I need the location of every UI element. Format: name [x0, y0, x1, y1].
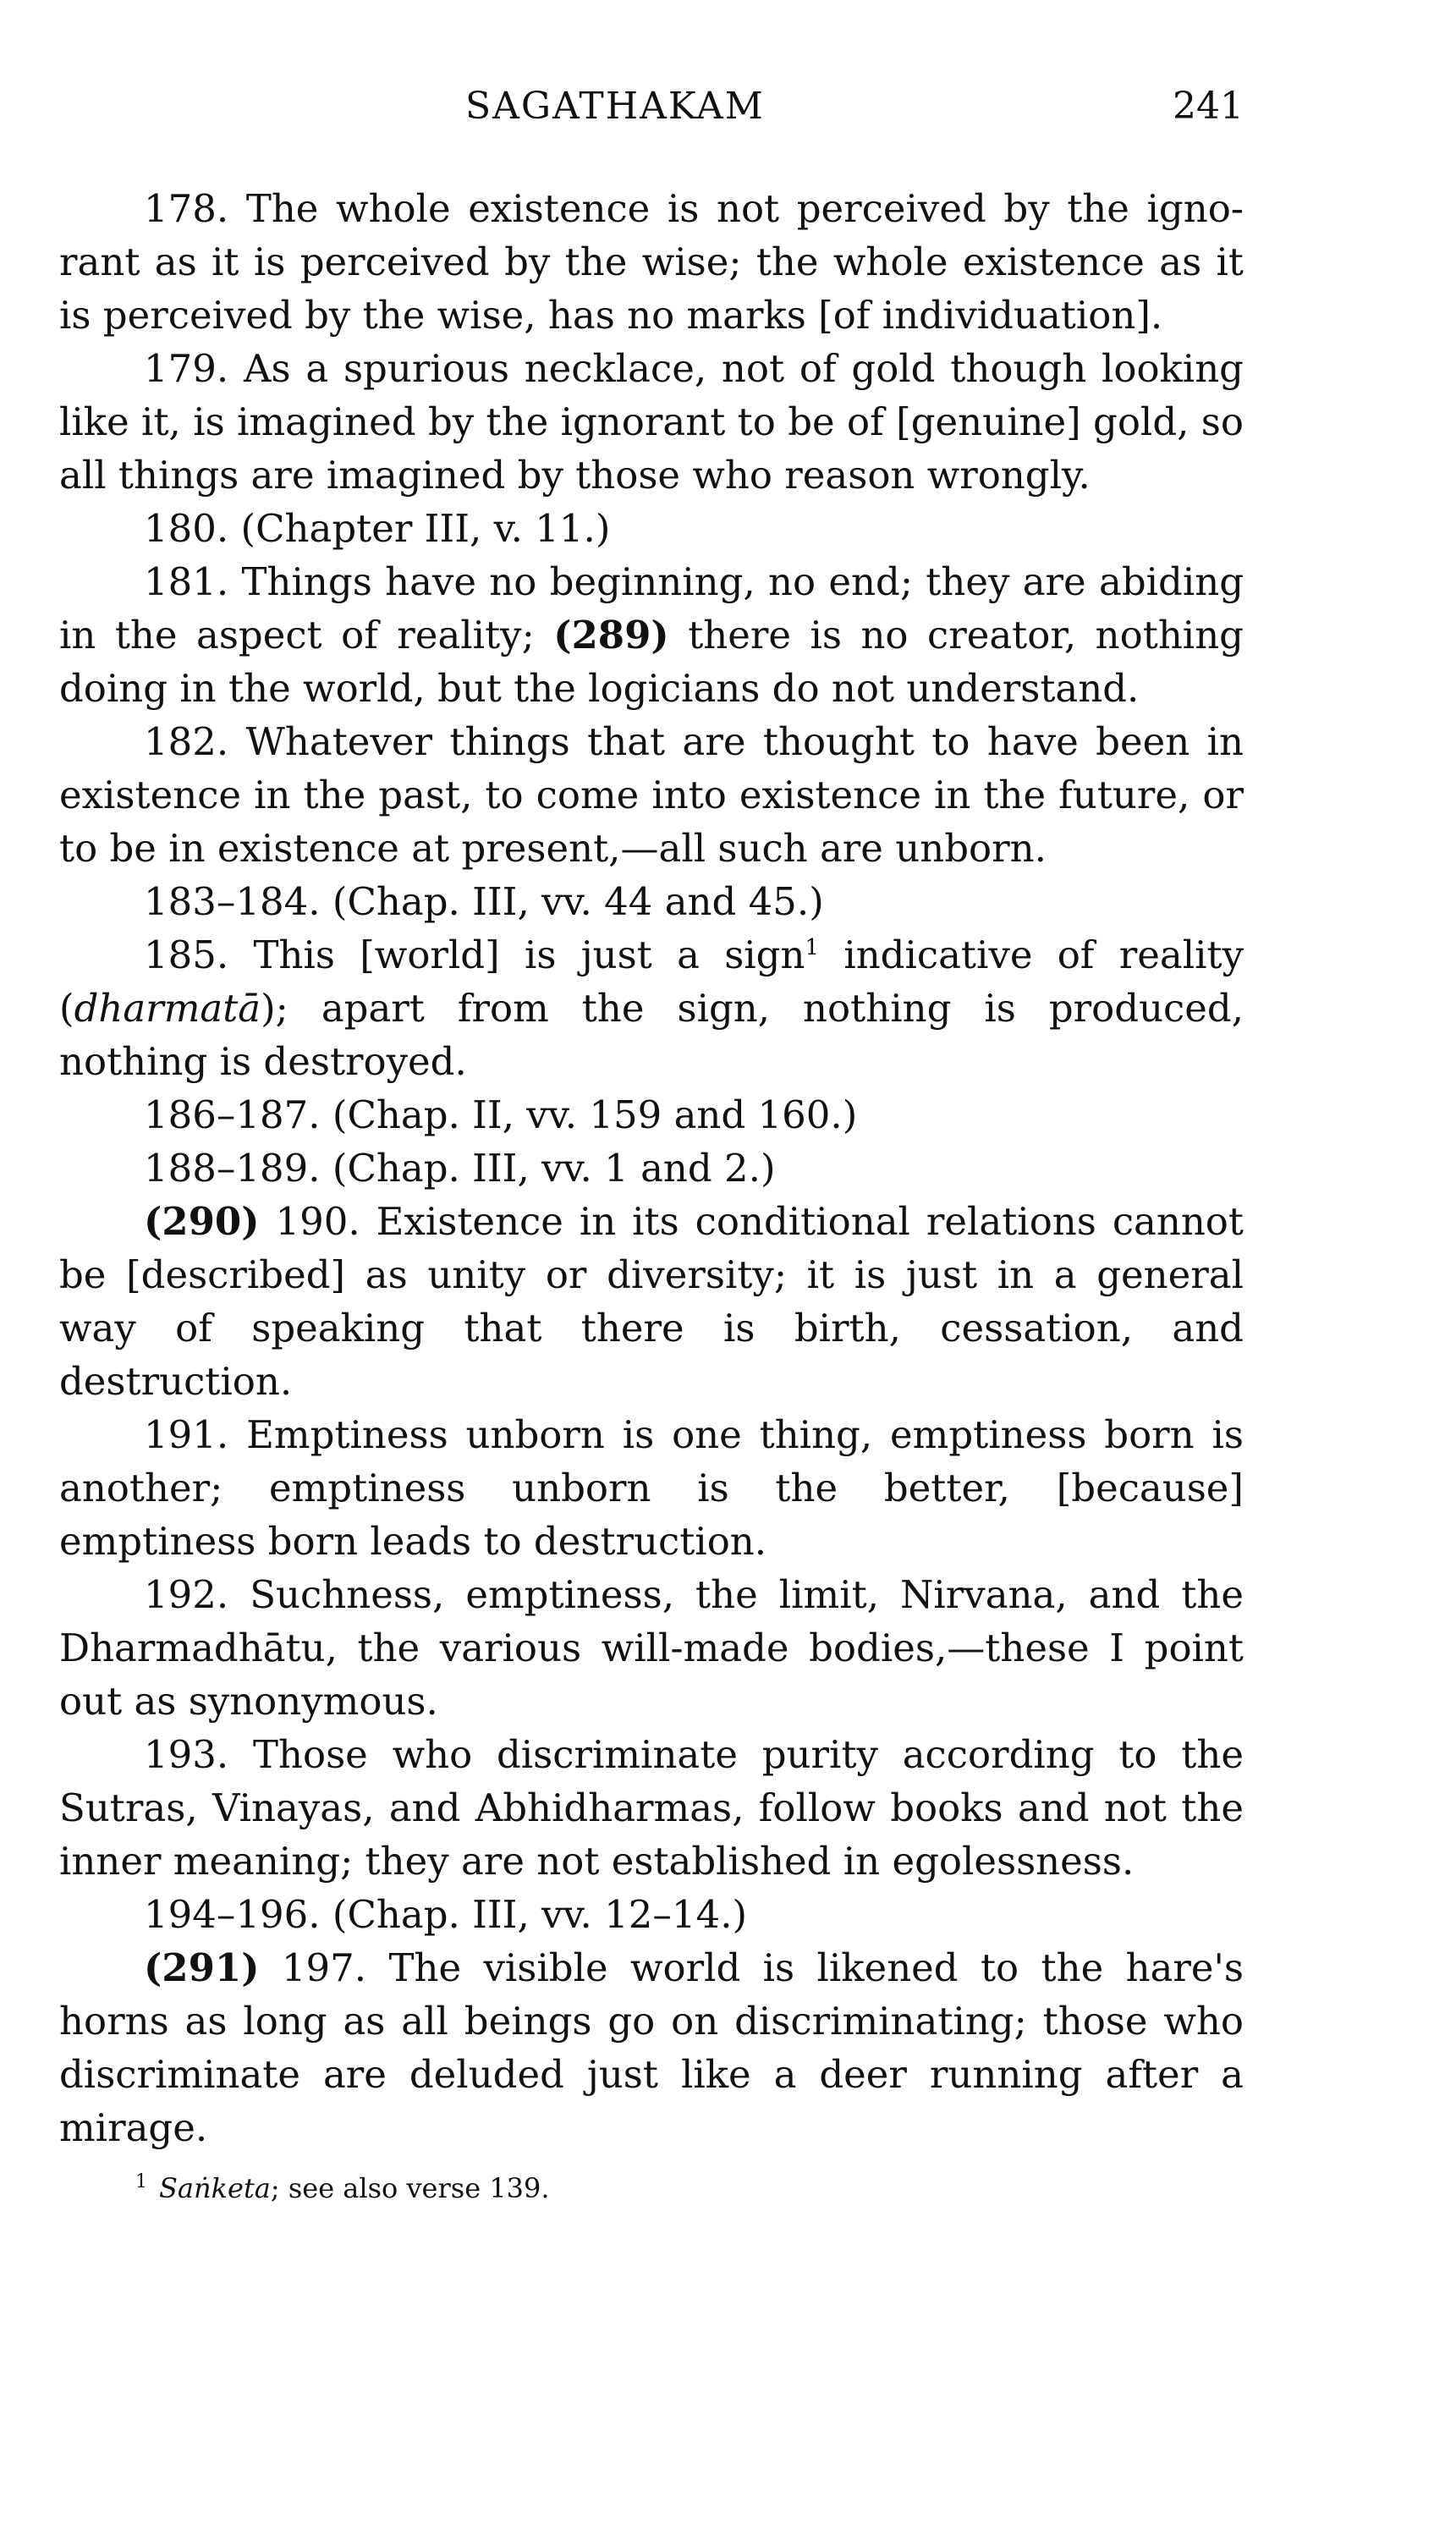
- verse-number: 194–196.: [144, 1892, 321, 1937]
- verse-194-196: [59, 1888, 1244, 1941]
- verse-188-189: [59, 1141, 1244, 1195]
- verse-text: (Chap. III, vv. 1 and 2.): [332, 1146, 776, 1191]
- verse-text: (Chap. III, vv. 44 and 45.): [332, 879, 824, 924]
- verse-number: 186–187.: [144, 1092, 321, 1137]
- verse-text: This [world] is just a sign: [253, 932, 805, 977]
- verse-text: Existence in its conditional relations cannot be [described] as unity or diversity; it is just in a general way of speaking that there is birth, cessation, and destruction.: [59, 1199, 1244, 1404]
- verse-number: 191.: [144, 1412, 229, 1457]
- body-text: [59, 182, 1244, 2207]
- verse-192: [59, 1568, 1244, 1728]
- verse-text: The whole existence is not perceived by the igno-rant as it is perceived by the wise; the whole existence as it is perceived by the wise, has no marks [of individuation].: [59, 186, 1244, 338]
- verse-186-187: [59, 1088, 1244, 1141]
- page-number: 241: [1173, 85, 1244, 128]
- verse-178: [59, 182, 1244, 342]
- footnote-reference: 1: [805, 935, 820, 960]
- verse-180: [59, 502, 1244, 555]
- verse-191: [59, 1408, 1244, 1568]
- verse-text: indicative of reality (: [59, 932, 1244, 1031]
- verse-number: 188–189.: [144, 1146, 321, 1191]
- source-page-marker: (289): [553, 613, 669, 657]
- footnote-mark: 1: [135, 2171, 147, 2193]
- verse-text: As a spurious necklace, not of gold though looking like it, is imagined by the ignorant to be of [genuine] gold, so all things are imagined by those who reason wrongly.: [59, 346, 1244, 498]
- verse-text: (Chapter III, v. 11.): [240, 506, 611, 551]
- verse-text: Suchness, emptiness, the limit, Nirvana, and the Dharmadhātu, the various will-made bodies,—these I point out as synonymous.: [59, 1572, 1244, 1724]
- verse-185: [59, 928, 1244, 1088]
- verse-number: 190.: [275, 1199, 360, 1244]
- verse-number: 193.: [144, 1732, 229, 1777]
- verse-number: 192.: [144, 1572, 229, 1617]
- source-page-marker: (290): [144, 1199, 260, 1244]
- verse-number: 185.: [144, 932, 229, 977]
- verse-number: 179.: [144, 346, 229, 391]
- verse-193: [59, 1728, 1244, 1888]
- page-header: [59, 85, 1244, 135]
- verse-text: Whatever things that are thought to have been in existence in the past, to come into existence in the future, or to be in existence at present,—all such are unborn.: [59, 719, 1244, 871]
- verse-number: 197.: [281, 1945, 367, 1990]
- footnote-term: Saṅketa: [159, 2172, 271, 2204]
- verse-179: [59, 342, 1244, 502]
- verse-190: [59, 1195, 1244, 1408]
- verse-182: [59, 715, 1244, 875]
- verse-text: Emptiness unborn is one thing, emptiness born is another; emptiness unborn is the better, [because] emptiness born leads to destruction.: [59, 1412, 1244, 1564]
- verse-text: Those who discriminate purity according to the Sutras, Vinayas, and Abhidharmas, follow books and not the inner meaning; they are not established in egolessness.: [59, 1732, 1244, 1884]
- verse-197: [59, 1941, 1244, 2154]
- verse-text: there is no creator, nothing doing in the world, but the logicians do not understand.: [59, 613, 1244, 711]
- footnote: [59, 2170, 1244, 2207]
- verse-number: 182.: [144, 719, 229, 764]
- verse-181: [59, 555, 1244, 715]
- verse-text: Things have no beginning, no end; they are abiding in the aspect of reality;: [59, 559, 1244, 657]
- verse-183-184: [59, 875, 1244, 928]
- verse-text: The visible world is likened to the hare's horns as long as all beings go on discriminating; those who discriminate are deluded just like a deer running after a mirage.: [59, 1945, 1244, 2150]
- verse-number: 180.: [144, 506, 229, 551]
- source-page-marker: (291): [144, 1945, 260, 1990]
- verse-number: 181.: [144, 559, 229, 604]
- italic-term: dharmatā: [74, 986, 261, 1031]
- verse-text: ); apart from the sign, nothing is produced, nothing is destroyed.: [59, 986, 1244, 1084]
- running-title: SAGATHAKAM: [465, 85, 765, 128]
- verse-number: 183–184.: [144, 879, 321, 924]
- verse-number: 178.: [144, 186, 229, 231]
- verse-text: (Chap. II, vv. 159 and 160.): [332, 1092, 858, 1137]
- footnote-text: ; see also verse 139.: [270, 2172, 550, 2204]
- verse-text: (Chap. III, vv. 12–14.): [332, 1892, 748, 1937]
